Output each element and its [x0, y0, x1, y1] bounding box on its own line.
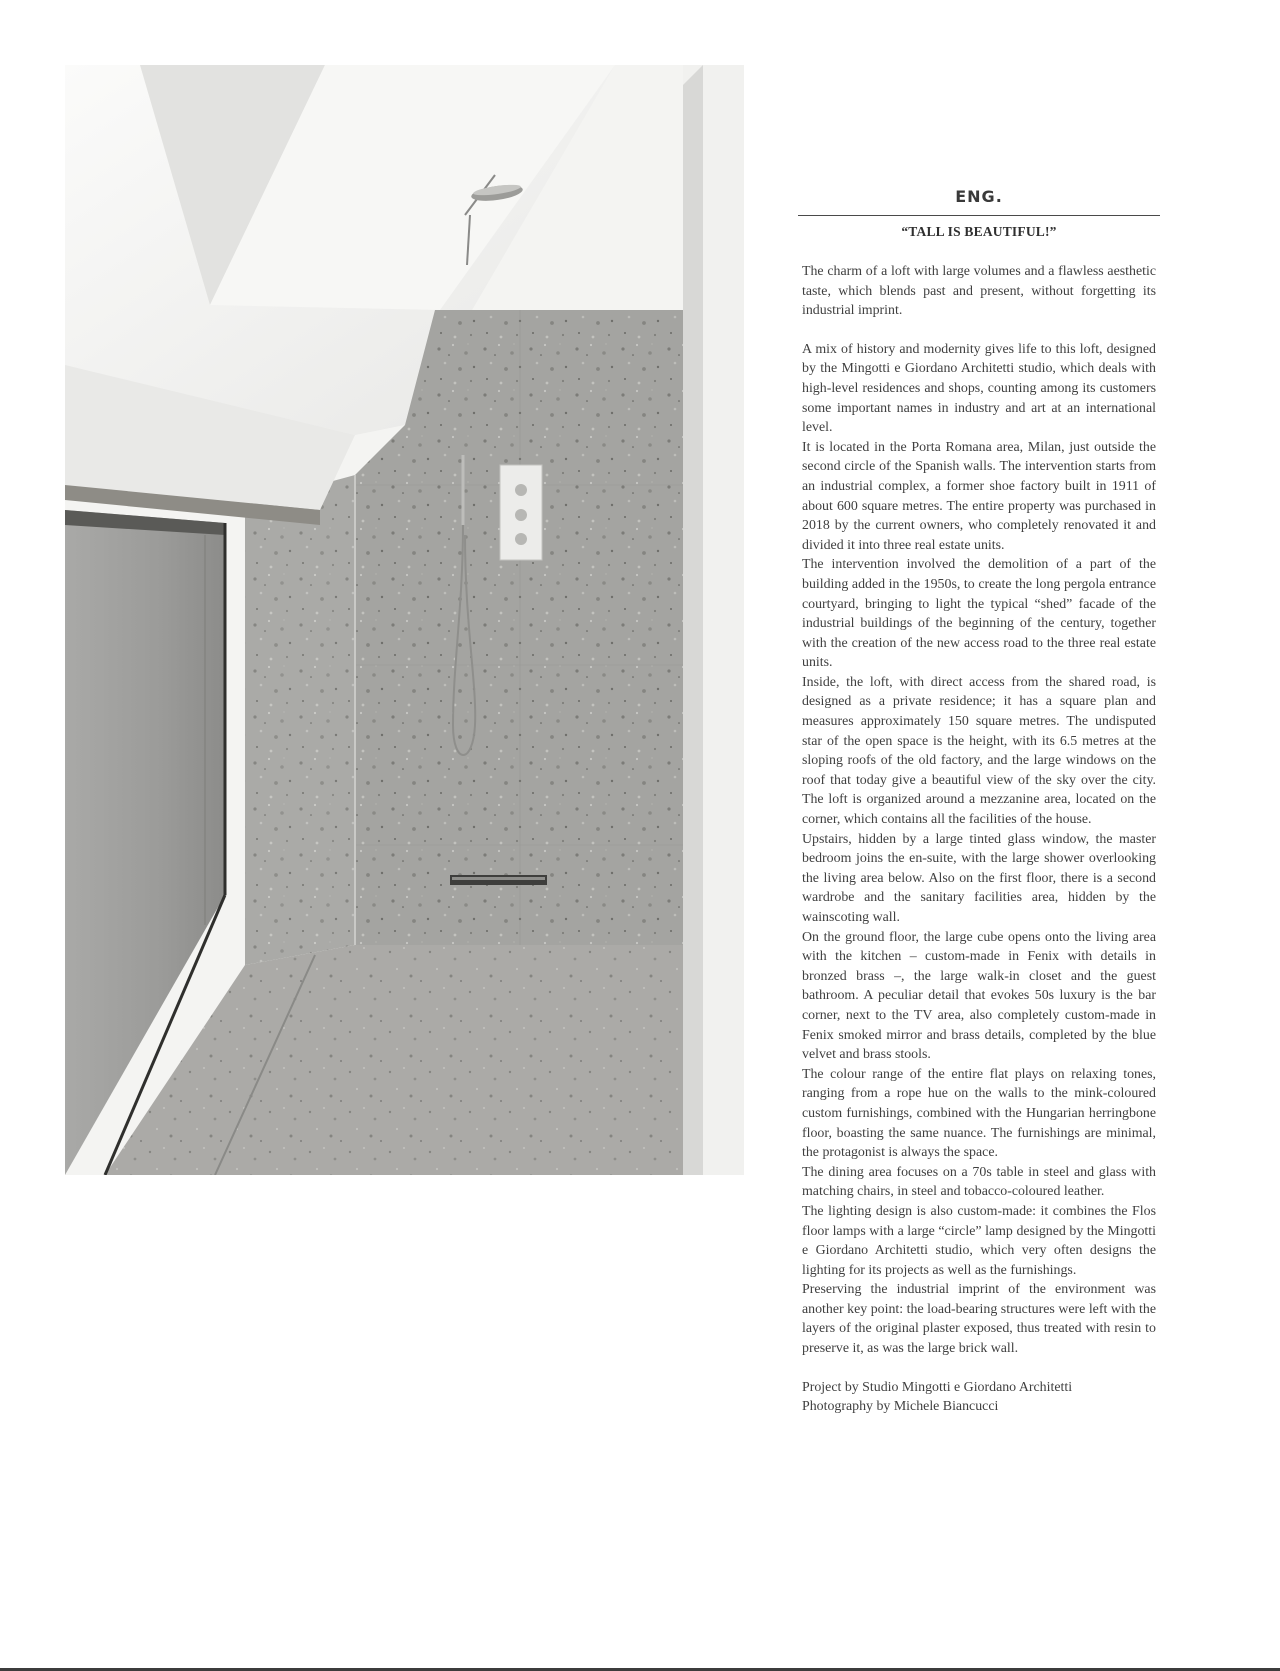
project-credit: Project by Studio Mingotti e Giordano Architetti [802, 1379, 1073, 1395]
article-paragraph: The lighting design is also custom-made: it combines the Flos floor lamps with a large “circle” lamp designed by the Mingotti e Giordano Architetti studio, which very often designs the lighting for its projects as well as the furnishings. [802, 1203, 1156, 1278]
article-lead: The charm of a loft with large volumes and a flawless aesthetic taste, which blends past and present, without forgetting its industrial imprint. [802, 264, 1156, 319]
article-body [798, 262, 1160, 1359]
article-credits [798, 1378, 1160, 1417]
article-paragraph: Inside, the loft, with direct access from the shared road, is designed as a private residence; it has a square plan and measures approximately 150 square metres. The undisputed star of the open space is the height, with its 6.5 metres at the sloping roofs of the old factory, and the large windows on the roof that today give a beautiful view of the sky over the city. The loft is organized around a mezzanine area, located on the corner, which contains all the facilities of the house. [802, 674, 1156, 828]
language-heading: ENG. [798, 183, 1160, 216]
article-paragraph: A mix of history and modernity gives life to this loft, designed by the Mingotti e Giordano Architetti studio, which deals with high-level residences and shops, counting among its customers some important names in industry and art at an international level. [802, 341, 1156, 436]
article-paragraph: Upstairs, hidden by a large tinted glass window, the master bedroom joins the en-suite, with the large shower overlooking the living area below. Also on the first floor, there is a second wardrobe and the sanitary facilities area, hidden by the wainscoting wall. [802, 831, 1156, 925]
article-paragraph: The colour range of the entire flat plays on relaxing tones, ranging from a rope hue on the walls to the mink-coloured custom furnishings, combined with the Hungarian herringbone floor, boasting the same nuance. The furnishings are minimal, the protagonist is always the space. [802, 1066, 1156, 1161]
article-paragraph: The intervention involved the demolition of a part of the building added in the 1950s, to create the long pergola entrance courtyard, bringing to light the typical “shed” facade of the industrial buildings of the beginning of the century, together with the creation of the new access road to the three real estate units. [802, 557, 1156, 671]
article-paragraph: The dining area focuses on a 70s table in steel and glass with matching chairs, in steel and tobacco-coloured leather. [802, 1164, 1156, 1200]
bathroom-photo [65, 65, 744, 1175]
photography-credit: Photography by Michele Biancucci [802, 1399, 999, 1415]
article-column [798, 183, 1160, 1417]
article-paragraph: It is located in the Porta Romana area, Milan, just outside the second circle of the Spanish walls. The intervention starts from an industrial complex, a former shoe factory built in 1911 of about 600 square metres. The entire property was purchased in 2018 by the current owners, who completely renovated it and divided it into three real estate units. [802, 439, 1156, 553]
article-paragraph: Preserving the industrial imprint of the environment was another key point: the load-bearing structures were left with the layers of the original plaster exposed, thus treated with resin to preserve it, as was the large brick wall. [802, 1282, 1156, 1357]
article-paragraph: On the ground floor, the large cube opens onto the living area with the kitchen – custom-made in Fenix with details in bronzed brass –, the large walk-in closet and the guest bathroom. A peculiar detail that evokes 50s luxury is the bar corner, next to the TV area, also completely custom-made in Fenix smoked mirror and brass details, completed by the blue velvet and brass stools. [802, 929, 1156, 1063]
shower-illustration [65, 65, 744, 1175]
article-title: “TALL IS BEAUTIFUL!” [901, 224, 1057, 239]
